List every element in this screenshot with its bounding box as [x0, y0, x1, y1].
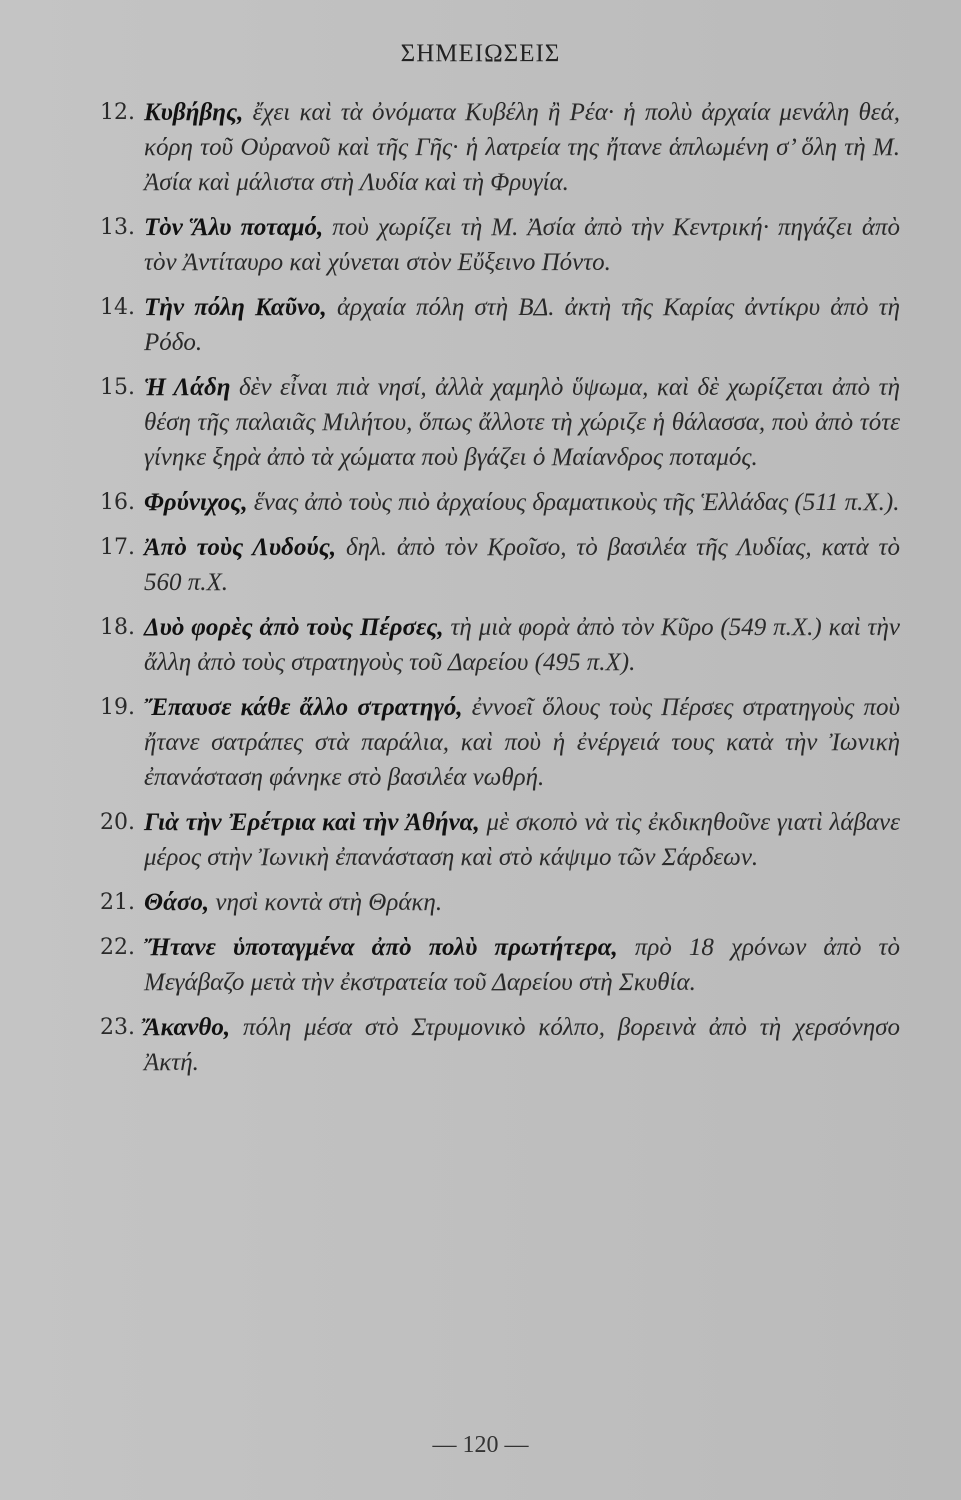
notes-list — [100, 95, 900, 1090]
note-text: ἔχει καὶ τὰ ὀνόματα Κυβέλη ἢ Ρέα· ἡ πολὺ ἀρχαία μενάλη θεά, κόρη τοῦ Οὐρανοῦ καὶ τῆς Γῆς· ἡ λατρεία της ἤτανε ἁπλωμένη σ’ ὅλη τὴ Μ. Ἀσία καὶ μάλιστα στὴ Λυδία καὶ τὴ Φρυγία. — [144, 99, 900, 196]
note-text: νησὶ κοντὰ στὴ Θράκη. — [209, 889, 443, 916]
note-item — [100, 95, 900, 200]
note-item — [100, 885, 900, 920]
note-text: ἀρχαία πόλη στὴ ΒΔ. ἀκτὴ τῆς Καρίας ἀντίκρυ ἀπὸ τὴ Ρόδο. — [144, 294, 900, 356]
note-number: 21. — [100, 890, 135, 915]
note-item — [100, 290, 900, 360]
note-term: Ἤτανε ὑποταγμένα ἀπὸ πολὺ πρωτήτερα, — [144, 934, 618, 961]
note-term: Γιὰ τὴν Ἐρέτρια καὶ τὴν Ἀθήνα, — [144, 809, 480, 836]
page-number: — 120 — — [432, 1432, 529, 1458]
note-item — [100, 610, 900, 680]
note-item — [100, 370, 900, 475]
note-number: 14. — [100, 295, 135, 320]
note-text: μὲ σκοπὸ νὰ τὶς ἐκδικηθοῦνε γιατὶ λάβανε μέρος στὴν Ἰωνικὴ ἐπανάσταση καὶ στὸ κάψιμο τῶν Σάρδεων. — [144, 809, 900, 871]
note-text: ποὺ χωρίζει τὴ Μ. Ἀσία ἀπὸ τὴν Κεντρική· πηγάζει ἀπὸ τὸν Ἀντίταυρο καὶ χύνεται στὸν Εὔξεινο Πόντο. — [144, 214, 900, 276]
note-term: Δυὸ φορὲς ἀπὸ τοὺς Πέρσες, — [144, 614, 444, 641]
page-header: ΣΗΜΕΙΩΣΕΙΣ — [400, 40, 561, 67]
note-number: 19. — [100, 695, 135, 720]
note-item — [100, 210, 900, 280]
note-number: 17. — [100, 535, 135, 560]
note-term: Θάσο, — [144, 889, 210, 916]
note-item — [100, 530, 900, 600]
note-number: 23. — [100, 1015, 135, 1040]
note-text: δηλ. ἀπὸ τὸν Κροῖσο, τὸ βασιλέα τῆς Λυδίας, κατὰ τὸ 560 π.Χ. — [144, 534, 900, 596]
note-term: Τὴν πόλη Καῦνο, — [144, 294, 327, 321]
note-number: 13. — [100, 215, 135, 240]
note-item — [100, 1010, 900, 1080]
note-term: Τὸν Ἅλυ ποταμό, — [144, 214, 324, 241]
note-item — [100, 485, 900, 520]
note-text: πόλη μέσα στὸ Στρυμονικὸ κόλπο, βορεινὰ ἀπὸ τὴ χερσόνησο Ἀκτή. — [144, 1014, 900, 1076]
note-term: Ἔπαυσε κάθε ἄλλο στρατηγό, — [144, 694, 463, 721]
note-text: πρὸ 18 χρόνων ἀπὸ τὸ Μεγάβαζο μετὰ τὴν ἐκστρατεία τοῦ Δαρείου στὴ Σκυθία. — [144, 934, 900, 996]
note-number: 15. — [100, 375, 135, 400]
note-number: 20. — [100, 810, 135, 835]
note-number: 12. — [100, 100, 135, 125]
note-item — [100, 930, 900, 1000]
note-text: ἐννοεῖ ὅλους τοὺς Πέρσες στρατηγοὺς ποὺ ἤτανε σατράπες στὰ παράλια, καὶ ποὺ ἡ ἐνέργειά τους κατὰ τὴν Ἰωνικὴ ἐπανάσταση φάνηκε στὸ βασιλέα νωθρή. — [144, 694, 900, 791]
note-item — [100, 805, 900, 875]
note-term: Ἀπὸ τοὺς Λυδούς, — [144, 534, 337, 561]
note-number: 16. — [100, 490, 135, 515]
note-term: Φρύνιχος, — [144, 489, 248, 516]
note-number: 18. — [100, 615, 135, 640]
note-number: 22. — [100, 935, 135, 960]
note-term: Ἡ Λάδη — [144, 374, 231, 401]
note-term: Ἄκανθο, — [144, 1014, 231, 1041]
note-term: Κυβήβης, — [144, 99, 244, 126]
note-text: δὲν εἶναι πιὰ νησί, ἀλλὰ χαμηλὸ ὕψωμα, καὶ δὲ χωρίζεται ἀπὸ τὴ θέση τῆς παλαιᾶς Μιλήτου, ὅπως ἄλλοτε τὴ χώριζε ἡ θάλασσα, ποὺ ἀπὸ τότε γίνηκε ξηρὰ ἀπὸ τὰ χώματα ποὺ βγάζει ὁ Μαίανδρος ποταμός. — [144, 374, 900, 471]
note-item — [100, 690, 900, 795]
note-text: τὴ μιὰ φορὰ ἀπὸ τὸν Κῦρο (549 π.Χ.) καὶ τὴν ἄλλη ἀπὸ τοὺς στρατηγοὺς τοῦ Δαρείου (495 π.Χ). — [144, 614, 900, 676]
note-text: ἕνας ἀπὸ τοὺς πιὸ ἀρχαίους δραματικοὺς τῆς Ἑλλάδας (511 π.Χ.). — [247, 489, 900, 516]
